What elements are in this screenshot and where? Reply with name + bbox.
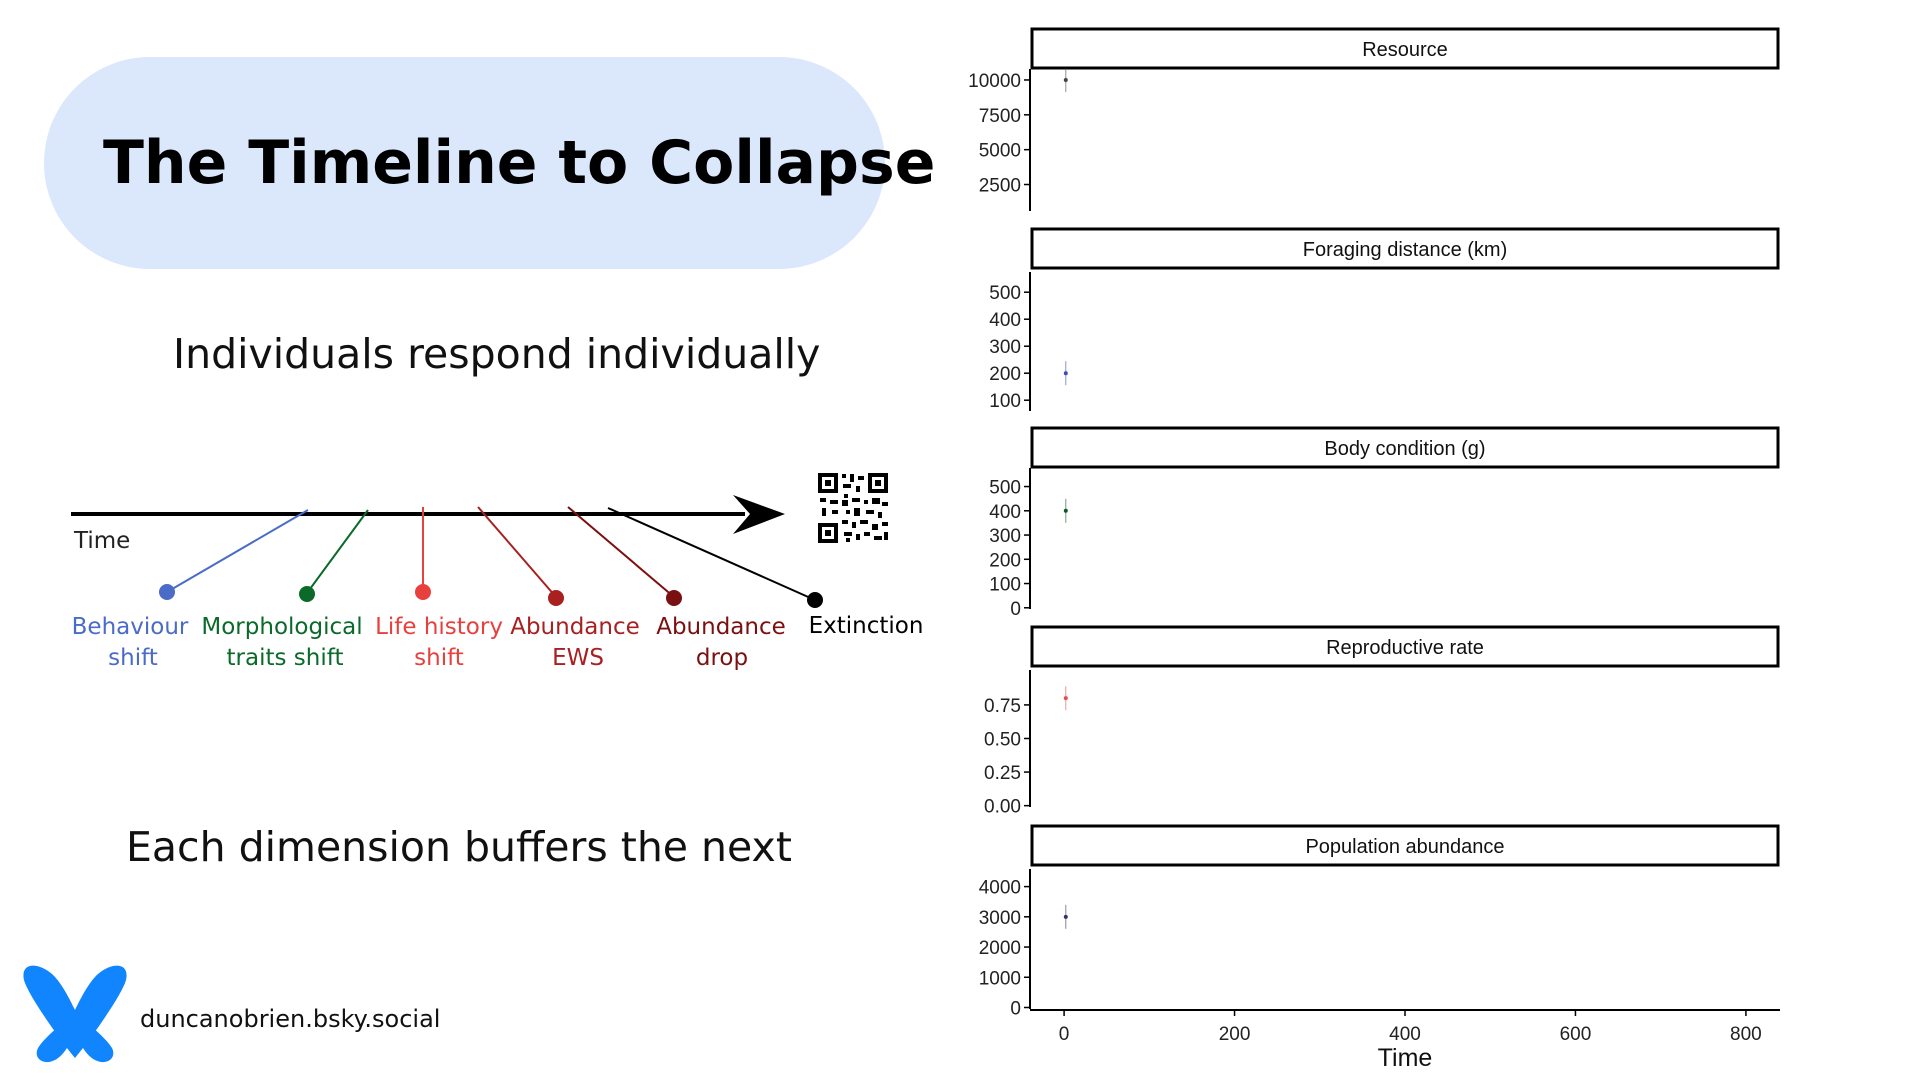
data-point-1-0 xyxy=(1064,371,1068,375)
y-tick-label-1-1: 400 xyxy=(989,310,1021,332)
event-behaviour-line2: shift xyxy=(108,645,158,671)
x-tick-label-4: 800 xyxy=(1730,1024,1762,1045)
slide-title: The Timeline to Collapse xyxy=(103,128,936,198)
y-tick-label-0-2: 5000 xyxy=(978,140,1021,162)
social-handle: duncanobrien.bsky.social xyxy=(140,1005,441,1033)
x-tick-label-3: 600 xyxy=(1559,1024,1592,1045)
event-morphology-line2: traits shift xyxy=(226,645,344,671)
y-tick-label-1-4: 100 xyxy=(989,391,1021,413)
subtitle-dimension: Each dimension buffers the next xyxy=(126,823,792,871)
x-tick-label-0: 0 xyxy=(1058,1024,1070,1045)
event-abundance-drop-line2: drop xyxy=(695,645,749,671)
data-point-4-0 xyxy=(1064,915,1068,919)
event-lifehistory-line2: shift xyxy=(414,645,464,671)
event-behaviour-line1: Behaviour xyxy=(71,614,189,640)
y-tick-label-1-3: 200 xyxy=(989,364,1021,386)
event-lifehistory-line1: Life history xyxy=(375,614,503,640)
panel-title-3: Reproductive rate xyxy=(1326,637,1484,659)
y-tick-label-4-2: 2000 xyxy=(978,938,1021,960)
subtitle-individuals: Individuals respond individually xyxy=(173,330,821,378)
y-tick-label-3-0: 0.75 xyxy=(984,695,1021,717)
y-tick-label-2-4: 100 xyxy=(989,574,1021,596)
event-abundance-ews-line2: EWS xyxy=(552,645,604,671)
x-axis-label: Time xyxy=(1377,1044,1433,1072)
y-tick-label-3-2: 0.25 xyxy=(984,763,1021,785)
timeline-axis-label: Time xyxy=(74,528,131,554)
x-tick-label-1: 200 xyxy=(1218,1024,1251,1045)
panel-title-4: Population abundance xyxy=(1305,836,1505,858)
event-extinction-line1: Extinction xyxy=(808,613,924,639)
y-tick-label-4-1: 3000 xyxy=(978,907,1021,929)
y-tick-label-2-1: 400 xyxy=(989,501,1021,523)
y-tick-label-2-0: 500 xyxy=(989,477,1021,499)
y-tick-label-4-0: 4000 xyxy=(978,877,1021,899)
panel-title-0: Resource xyxy=(1362,39,1448,61)
x-tick-label-2: 400 xyxy=(1389,1024,1421,1045)
y-tick-label-2-5: 0 xyxy=(1010,598,1021,620)
y-tick-label-1-0: 500 xyxy=(989,283,1021,305)
event-abundance-ews-line1: Abundance xyxy=(510,614,640,640)
y-tick-label-0-1: 7500 xyxy=(978,105,1021,127)
y-tick-label-4-4: 0 xyxy=(1010,998,1021,1020)
y-tick-label-3-3: 0.00 xyxy=(984,796,1021,818)
event-morphology-line1: Morphological xyxy=(201,614,363,640)
data-point-3-0 xyxy=(1064,696,1068,700)
event-abundance-drop-line1: Abundance xyxy=(656,614,786,640)
y-tick-label-0-0: 10000 xyxy=(968,70,1021,92)
y-tick-label-3-1: 0.50 xyxy=(984,729,1021,751)
data-point-0-0 xyxy=(1064,78,1068,82)
y-tick-label-0-3: 2500 xyxy=(978,175,1021,197)
data-point-2-0 xyxy=(1064,509,1068,513)
y-tick-label-2-2: 300 xyxy=(989,526,1021,548)
panel-title-2: Body condition (g) xyxy=(1324,438,1486,460)
y-tick-label-1-2: 300 xyxy=(989,337,1021,359)
y-tick-label-4-3: 1000 xyxy=(978,968,1021,990)
y-tick-label-2-3: 200 xyxy=(989,550,1021,572)
panel-title-1: Foraging distance (km) xyxy=(1302,239,1508,261)
